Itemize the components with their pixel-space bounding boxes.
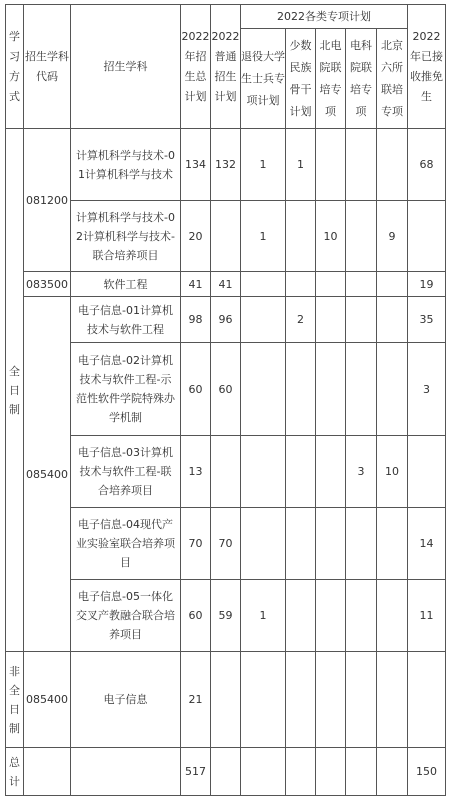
bj6-cell (377, 343, 408, 436)
veteran-cell: 1 (241, 580, 286, 652)
subject-cell: 电子信息-04现代产业实验室联合培养项目 (71, 508, 181, 580)
exempt-cell: 3 (408, 343, 446, 436)
bjdy-cell (316, 652, 346, 748)
veteran-cell (241, 652, 286, 748)
veteran-cell: 1 (241, 129, 286, 201)
bj6-cell: 10 (377, 436, 408, 508)
total-cell: 134 (181, 129, 211, 201)
dky-cell (346, 343, 377, 436)
bjdy-cell (316, 272, 346, 297)
enrollment-plan-table (5, 4, 446, 796)
regular-cell (211, 436, 241, 508)
table-row (6, 580, 446, 652)
total-cell: 13 (181, 436, 211, 508)
total-cell: 60 (181, 343, 211, 436)
regular-cell: 70 (211, 508, 241, 580)
exempt-cell (408, 201, 446, 272)
bjdy-cell (316, 129, 346, 201)
minority-cell (286, 272, 316, 297)
total-cell: 41 (181, 272, 211, 297)
exempt-cell (408, 436, 446, 508)
dky-cell (346, 129, 377, 201)
header-bjdy: 北电院联培专项 (316, 29, 346, 129)
minority-cell (286, 201, 316, 272)
dky-cell (346, 652, 377, 748)
header-bj6: 北京六所联培专项 (377, 29, 408, 129)
code-085400-part: 085400 (24, 652, 71, 748)
minority-cell: 1 (286, 129, 316, 201)
header-exempt: 2022年已接收推免生 (408, 5, 446, 129)
totals-label: 总计 (6, 748, 24, 796)
bj6-cell (377, 129, 408, 201)
dky-cell (346, 201, 377, 272)
bj6-cell (377, 297, 408, 343)
regular-cell (211, 652, 241, 748)
table-row (6, 652, 446, 748)
header-mode: 学习方式 (6, 5, 24, 129)
minority-cell (286, 508, 316, 580)
header-dky: 电科院联培专项 (346, 29, 377, 129)
subject-cell: 计算机科学与技术-01计算机科学与技术 (71, 129, 181, 201)
code-083500: 083500 (24, 272, 71, 297)
bjdy-cell (316, 297, 346, 343)
exempt-cell: 11 (408, 580, 446, 652)
table-row (6, 201, 446, 272)
bj6-cell (377, 508, 408, 580)
regular-cell: 60 (211, 343, 241, 436)
total-cell: 70 (181, 508, 211, 580)
exempt-cell: 19 (408, 272, 446, 297)
minority-cell: 2 (286, 297, 316, 343)
header-total-plan: 2022年招生总计划 (181, 5, 211, 129)
header-subject: 招生学科 (71, 5, 181, 129)
bj6-cell (377, 580, 408, 652)
regular-cell: 41 (211, 272, 241, 297)
minority-cell (286, 580, 316, 652)
subject-cell: 电子信息 (71, 652, 181, 748)
regular-cell (211, 201, 241, 272)
bjdy-cell: 10 (316, 201, 346, 272)
table-row (6, 343, 446, 436)
total-cell: 20 (181, 201, 211, 272)
code-081200: 081200 (24, 129, 71, 272)
header-regular-plan: 2022普通招生计划 (211, 5, 241, 129)
header-veteran: 退役大学生士兵专项计划 (241, 29, 286, 129)
bjdy-cell (316, 508, 346, 580)
code-085400: 085400 (24, 297, 71, 652)
minority-cell (286, 652, 316, 748)
bjdy-cell (316, 580, 346, 652)
minority-cell (286, 343, 316, 436)
total-cell: 98 (181, 297, 211, 343)
mode-full-time: 全日制 (6, 129, 24, 652)
bjdy-cell (316, 343, 346, 436)
table-row (6, 272, 446, 297)
total-cell: 60 (181, 580, 211, 652)
totals-total: 517 (181, 748, 211, 796)
dky-cell (346, 508, 377, 580)
total-cell: 21 (181, 652, 211, 748)
dky-cell: 3 (346, 436, 377, 508)
minority-cell (286, 436, 316, 508)
totals-exempt: 150 (408, 748, 446, 796)
dky-cell (346, 272, 377, 297)
bj6-cell (377, 272, 408, 297)
exempt-cell: 35 (408, 297, 446, 343)
subject-cell: 电子信息-05一体化交叉产教融合联合培养项目 (71, 580, 181, 652)
regular-cell: 132 (211, 129, 241, 201)
subject-cell: 电子信息-01计算机技术与软件工程 (71, 297, 181, 343)
dky-cell (346, 297, 377, 343)
veteran-cell (241, 436, 286, 508)
header-minority: 少数民族骨干计划 (286, 29, 316, 129)
subject-cell: 计算机科学与技术-02计算机科学与技术-联合培养项目 (71, 201, 181, 272)
regular-cell: 59 (211, 580, 241, 652)
header-code: 招生学科代码 (24, 5, 71, 129)
table-row (6, 508, 446, 580)
bjdy-cell (316, 436, 346, 508)
table-row (6, 129, 446, 201)
veteran-cell: 1 (241, 201, 286, 272)
subject-cell: 电子信息-02计算机技术与软件工程-示范性软件学院特殊办学机制 (71, 343, 181, 436)
veteran-cell (241, 297, 286, 343)
subject-cell: 电子信息-03计算机技术与软件工程-联合培养项目 (71, 436, 181, 508)
dky-cell (346, 580, 377, 652)
veteran-cell (241, 508, 286, 580)
table-row (6, 297, 446, 343)
header-special-group: 2022各类专项计划 (241, 5, 408, 29)
exempt-cell: 68 (408, 129, 446, 201)
bj6-cell: 9 (377, 201, 408, 272)
veteran-cell (241, 343, 286, 436)
totals-row (6, 748, 446, 796)
exempt-cell: 14 (408, 508, 446, 580)
mode-part-time: 非全日制 (6, 652, 24, 748)
subject-cell: 软件工程 (71, 272, 181, 297)
veteran-cell (241, 272, 286, 297)
table-row (6, 436, 446, 508)
regular-cell: 96 (211, 297, 241, 343)
exempt-cell (408, 652, 446, 748)
bj6-cell (377, 652, 408, 748)
